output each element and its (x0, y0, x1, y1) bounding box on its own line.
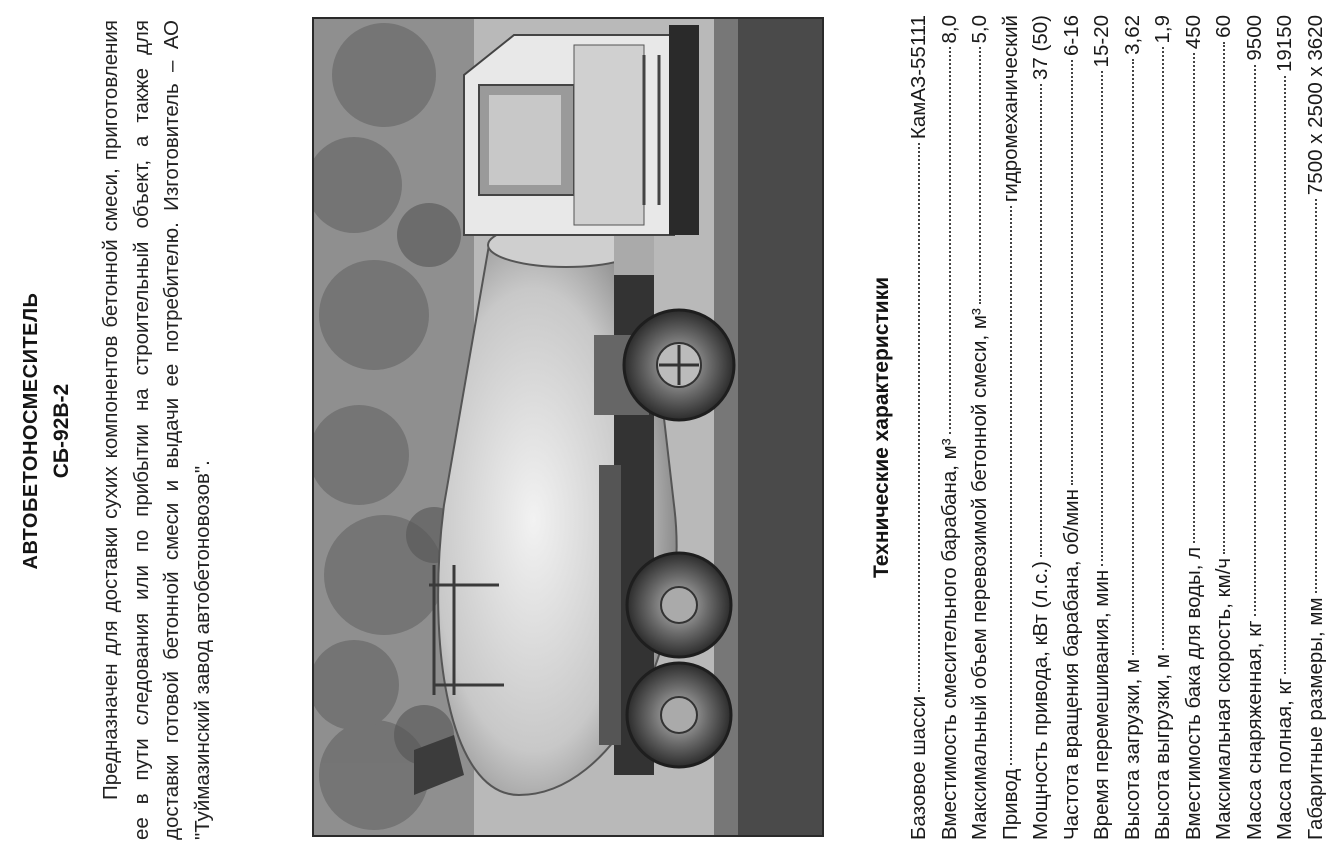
specs-title: Технические характеристики (870, 276, 893, 579)
leader-dots (1071, 60, 1073, 485)
leader-dots (1010, 206, 1012, 765)
spec-row (1087, 15, 1118, 840)
spec-value: гидромеханический (998, 15, 1022, 203)
spec-label: Высота загрузки, м (1120, 658, 1144, 840)
spec-label: Частота вращения барабана, об/мин (1059, 489, 1083, 840)
spec-label: Масса полная, кг (1273, 678, 1296, 840)
spec-value: КамАЗ-55111 (907, 15, 930, 140)
description-text: Предназначен для доставки сухих компонентов бетонной смеси, приготовления ее в пути следования или по прибытии на строительный объект, а также для доставки готовой бетонной смеси и выдачи ее потребителю. Изготовитель – АО "Туймазинский завод автобетоновозов". (99, 20, 214, 840)
model-title: СБ-92В-2 (50, 383, 73, 479)
spec-label: Вместимость бака для воды, л (1181, 546, 1205, 840)
leader-dots (1315, 199, 1317, 593)
spec-label: Высота выгрузки, м (1151, 654, 1174, 840)
description (96, 20, 218, 840)
spec-row (904, 15, 935, 840)
leader-dots (1040, 84, 1042, 557)
truck-illustration (314, 19, 822, 835)
spec-row (935, 15, 966, 840)
spec-value: 15-20 (1090, 15, 1113, 68)
spec-row (1179, 15, 1210, 840)
leader-dots (1223, 42, 1225, 554)
spec-value: 7500 x 2500 x 3620 (1303, 15, 1327, 196)
spec-label: Масса снаряженная, кг (1242, 620, 1266, 840)
spec-row (965, 15, 996, 840)
spec-row (996, 15, 1027, 840)
spec-row (1026, 15, 1057, 840)
spec-row (1118, 15, 1149, 840)
leader-dots (1132, 59, 1134, 655)
spec-label: Габаритные размеры, мм (1303, 597, 1327, 840)
leader-dots (918, 143, 920, 692)
spec-value: 60 (1212, 15, 1235, 38)
spec-label: Максимальный объем перевозимой бетонной смеси, м³ (968, 308, 991, 840)
spec-label: Вместимость смесительного барабана, м³ (937, 438, 961, 840)
spec-row (1270, 15, 1301, 840)
leader-dots (1101, 71, 1103, 565)
spec-value: 450 (1181, 15, 1205, 50)
spec-value: 3,62 (1120, 15, 1144, 55)
spec-value: 5,0 (968, 15, 991, 44)
spec-label: Базовое шасси (907, 695, 930, 840)
truck-photo (312, 17, 824, 837)
spec-label: Привод (998, 768, 1022, 840)
spec-value: 8,0 (937, 15, 961, 44)
leader-dots (1284, 76, 1286, 674)
spec-row (1209, 15, 1240, 840)
spec-value: 9500 (1242, 15, 1266, 61)
specs-section (870, 15, 1331, 840)
leader-dots (1162, 48, 1164, 651)
spec-label: Мощность привода, кВт (л.с.) (1029, 561, 1052, 840)
doc-title: АВТОБЕТОНОСМЕСИТЕЛЬ (20, 292, 42, 570)
spec-label: Максимальная скорость, км/ч (1212, 557, 1235, 840)
spec-value: 1,9 (1151, 15, 1174, 44)
spec-value: 19150 (1273, 15, 1296, 73)
spec-row (1301, 15, 1332, 840)
leader-dots (979, 48, 981, 305)
leader-dots (949, 48, 951, 435)
leader-dots (1193, 53, 1195, 543)
spec-row (1148, 15, 1179, 840)
spec-label: Время перемешивания, мин (1090, 569, 1113, 840)
spec-value: 6-16 (1059, 15, 1083, 57)
spec-row (1240, 15, 1271, 840)
spec-row (1057, 15, 1088, 840)
spec-value: 37 (50) (1029, 15, 1052, 80)
leader-dots (1254, 65, 1256, 617)
